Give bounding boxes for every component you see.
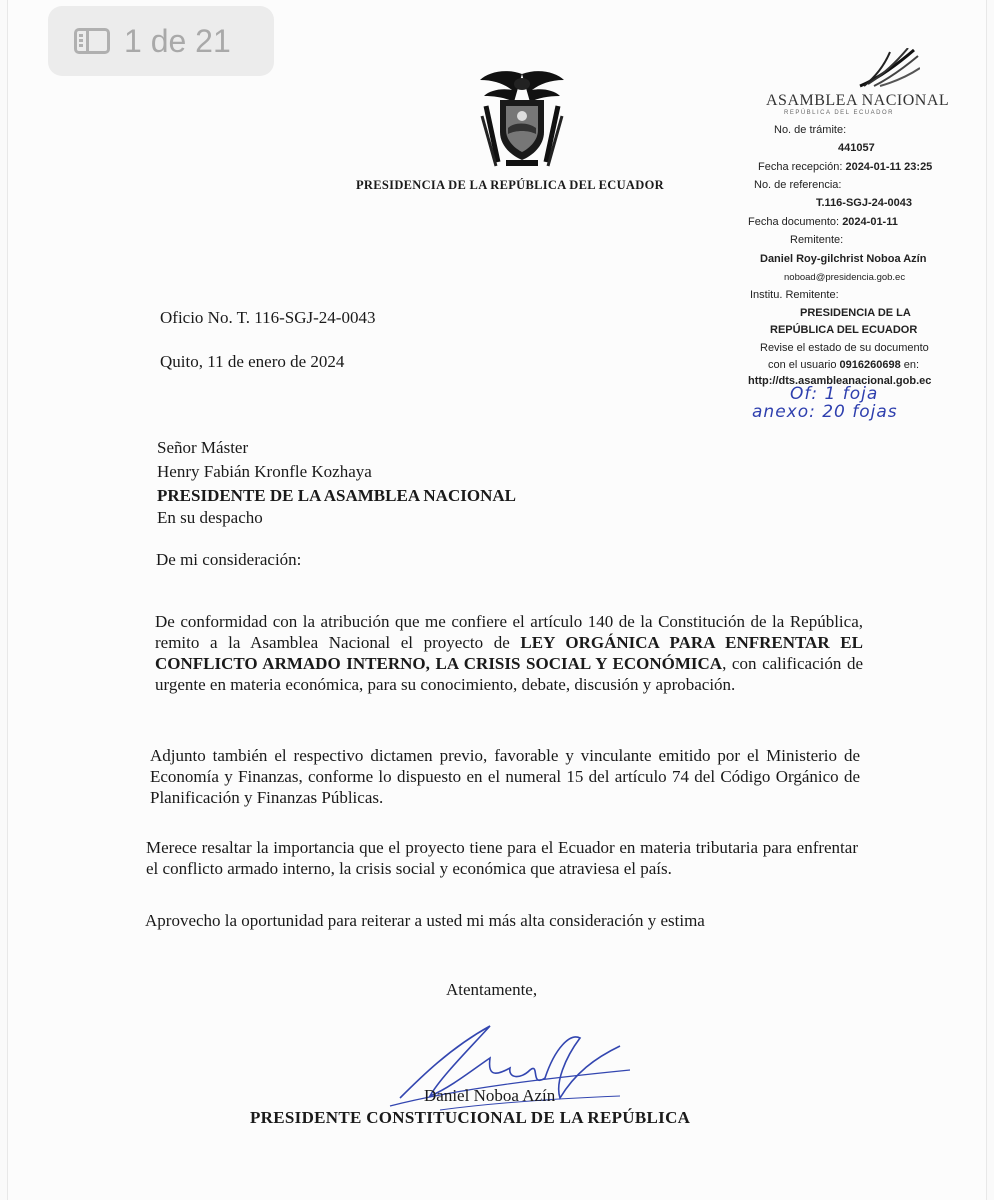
stamp-documento	[748, 216, 898, 228]
salutation-title: Señor Máster	[157, 438, 249, 457]
stamp-institu-value-1: PRESIDENCIA DE LA	[800, 307, 911, 319]
stamp-referencia-value: T.116-SGJ-24-0043	[816, 197, 913, 209]
recipient-name: Henry Fabián Kronfle Kozhaya	[157, 462, 372, 481]
paragraph-4: Aprovecho la oportunidad para reiterar a usted mi más alta consideración y estima	[145, 911, 705, 930]
letter-date: Quito, 11 de enero de 2024	[160, 352, 345, 371]
stamp-revise-2c: en:	[900, 359, 920, 371]
bill-title: LEY ORGÁNICA PARA ENFRENTAR EL CONFLICTO ARMADO INTERNO, LA CRISIS SOCIAL Y ECONÓMICA	[155, 633, 863, 673]
stamp-revise-2a: con el usuario	[768, 359, 840, 371]
stamp-revise-2	[768, 359, 919, 371]
stamp-tramite-label: No. de trámite:	[774, 124, 847, 136]
stamp-institution: ASAMBLEA NACIONAL	[766, 92, 950, 109]
paragraph-1-a: De conformidad con la atribución que me confiere el artículo 140 de la Constitución de la República, remito a la Asamblea Nacional el proyecto de	[155, 612, 863, 652]
stamp-recepcion-value: 2024-01-11 23:25	[845, 161, 933, 173]
stamp-revise-1: Revise el estado de su documento	[760, 342, 929, 354]
closing: Atentamente,	[446, 980, 538, 999]
greeting: De mi consideración:	[156, 550, 302, 569]
stamp-recepcion	[758, 161, 932, 173]
asamblea-logo-icon	[850, 48, 920, 88]
stamp-user-id: 0916260698	[839, 359, 901, 371]
handwritten-note-2: anexo: 20 fojas	[752, 402, 898, 422]
paragraph-3: Merece resaltar la importancia que el proyecto tiene para el Ecuador en materia tributaria para enfrentar el conflicto armado interno, la crisis social y económica que atraviesa el país.	[146, 838, 858, 878]
stamp-remitente-email: noboad@presidencia.gob.ec	[784, 272, 906, 283]
signer-name: Daniel Noboa Azín	[424, 1086, 556, 1105]
coat-of-arms-icon	[476, 66, 568, 168]
recipient-role: PRESIDENTE DE LA ASAMBLEA NACIONAL	[157, 486, 516, 505]
page-indicator[interactable]	[48, 6, 274, 76]
stamp-institu-value-2: REPÚBLICA DEL ECUADOR	[770, 324, 918, 336]
paragraph-1	[155, 611, 863, 695]
stamp-remitente-value: Daniel Roy-gilchrist Noboa Azín	[760, 253, 927, 265]
stamp-referencia-label: No. de referencia:	[754, 179, 842, 191]
stamp-documento-value: 2024-01-11	[842, 216, 898, 228]
stamp-tramite-value: 441057	[838, 142, 875, 154]
stamp-url[interactable]: http://dts.asambleanacional.gob.ec	[748, 375, 932, 387]
handwritten-note-1: Of: 1 foja	[790, 384, 879, 404]
page-indicator-text: 1 de 21	[124, 22, 231, 59]
oficio-number: Oficio No. T. 116-SGJ-24-0043	[160, 308, 376, 327]
recipient-place: En su despacho	[157, 508, 263, 527]
stamp-recepcion-label: Fecha recepción:	[758, 161, 843, 173]
stamp-remitente-label: Remitente:	[790, 234, 844, 246]
letterhead-presidencia: PRESIDENCIA DE LA REPÚBLICA DEL ECUADOR	[356, 178, 664, 192]
paragraph-2: Adjunto también el respectivo dictamen previo, favorable y vinculante emitido por el Ministerio de Economía y Finanzas, conforme lo dispuesto en el numeral 15 del artículo 74 del Código Orgánico de Planificación y Finanzas Públicas.	[150, 746, 860, 807]
stamp-documento-label: Fecha documento:	[748, 216, 840, 228]
sidebar-icon[interactable]	[74, 28, 110, 54]
stamp-institu-label: Institu. Remitente:	[750, 289, 839, 301]
stamp-institution-sub: REPÚBLICA DEL ECUADOR	[784, 110, 894, 116]
paragraph-1-b: , con calificación de urgente en materia económica, para su conocimiento, debate, discusión y aprobación.	[155, 654, 863, 694]
signer-role: PRESIDENTE CONSTITUCIONAL DE LA REPÚBLICA	[250, 1108, 691, 1127]
